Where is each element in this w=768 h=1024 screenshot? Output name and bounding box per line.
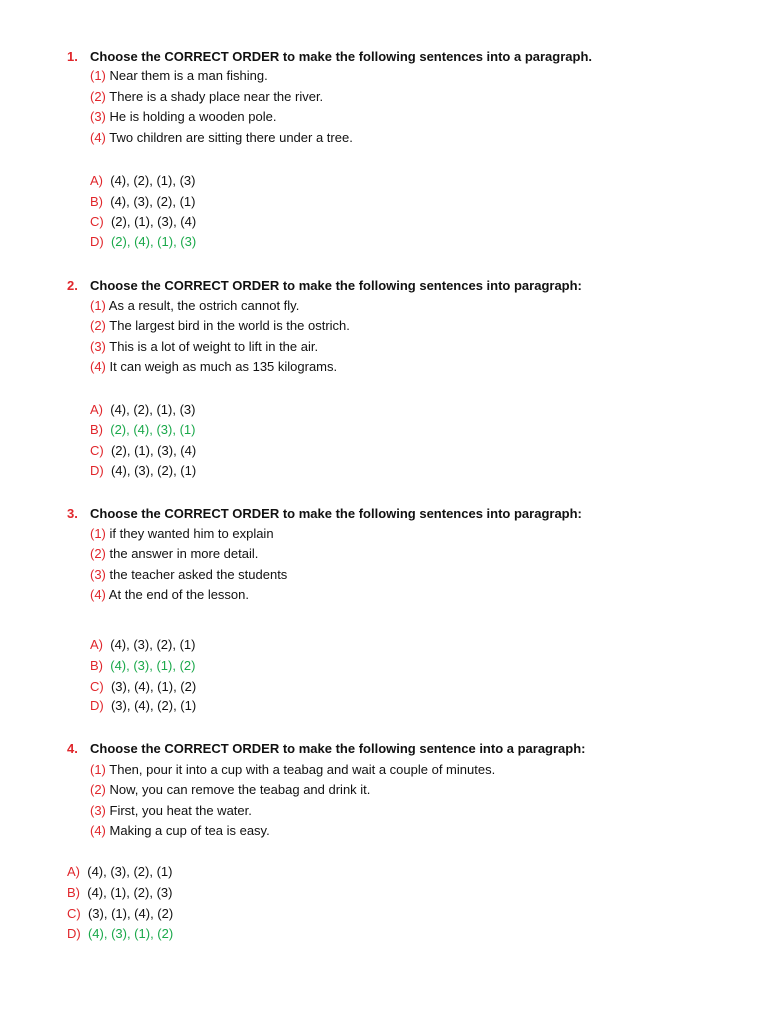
option-b[interactable]: B) (4), (3), (2), (1) bbox=[90, 194, 196, 209]
sentence-3: (3) the teacher asked the students bbox=[90, 567, 288, 582]
question-prompt: Choose the CORRECT ORDER to make the following sentences into paragraph: bbox=[90, 278, 582, 293]
sentence-4: (4) Making a cup of tea is easy. bbox=[90, 823, 270, 838]
option-c[interactable]: C) (3), (1), (4), (2) bbox=[67, 906, 174, 921]
sentence-4: (4) At the end of the lesson. bbox=[90, 587, 250, 602]
option-a[interactable]: A) (4), (3), (2), (1) bbox=[90, 637, 196, 652]
option-b-correct[interactable]: B) (2), (4), (3), (1) bbox=[90, 422, 196, 437]
sentence-3: (3) First, you heat the water. bbox=[90, 803, 252, 818]
sentence-1: (1) if they wanted him to explain bbox=[90, 526, 274, 541]
option-d[interactable]: D) (4), (3), (2), (1) bbox=[90, 463, 197, 478]
sentence-1: (1) Then, pour it into a cup with a teabag and wait a couple of minutes. bbox=[90, 762, 496, 777]
option-c[interactable]: C) (3), (4), (1), (2) bbox=[90, 679, 197, 694]
sentence-1: (1) Near them is a man fishing. bbox=[90, 68, 268, 83]
option-b[interactable]: B) (4), (1), (2), (3) bbox=[67, 885, 173, 900]
option-c[interactable]: C) (2), (1), (3), (4) bbox=[90, 214, 197, 229]
sentence-3: (3) He is holding a wooden pole. bbox=[90, 109, 277, 124]
question-number: 2. bbox=[67, 278, 78, 293]
sentence-4: (4) It can weigh as much as 135 kilograms. bbox=[90, 359, 338, 374]
option-d[interactable]: D) (3), (4), (2), (1) bbox=[90, 698, 197, 713]
option-d-correct[interactable]: D) (4), (3), (1), (2) bbox=[67, 926, 174, 941]
question-number: 1. bbox=[67, 49, 78, 64]
sentence-3: (3) This is a lot of weight to lift in the air. bbox=[90, 339, 319, 354]
question-prompt: Choose the CORRECT ORDER to make the following sentences into a paragraph. bbox=[90, 49, 593, 64]
sentence-2: (2) The largest bird in the world is the ostrich. bbox=[90, 318, 350, 333]
option-b-correct[interactable]: B) (4), (3), (1), (2) bbox=[90, 658, 196, 673]
question-prompt: Choose the CORRECT ORDER to make the following sentences into paragraph: bbox=[90, 506, 582, 521]
option-d-correct[interactable]: D) (2), (4), (1), (3) bbox=[90, 234, 197, 249]
sentence-1: (1) As a result, the ostrich cannot fly. bbox=[90, 298, 300, 313]
question-prompt: Choose the CORRECT ORDER to make the following sentence into a paragraph: bbox=[90, 741, 586, 756]
sentence-2: (2) There is a shady place near the river. bbox=[90, 89, 324, 104]
option-a[interactable]: A) (4), (2), (1), (3) bbox=[90, 402, 196, 417]
sentence-4: (4) Two children are sitting there under a tree. bbox=[90, 130, 353, 145]
sentence-2: (2) Now, you can remove the teabag and drink it. bbox=[90, 782, 371, 797]
question-number: 3. bbox=[67, 506, 78, 521]
option-c[interactable]: C) (2), (1), (3), (4) bbox=[90, 443, 197, 458]
option-a[interactable]: A) (4), (2), (1), (3) bbox=[90, 173, 196, 188]
question-number: 4. bbox=[67, 741, 78, 756]
option-a[interactable]: A) (4), (3), (2), (1) bbox=[67, 864, 173, 879]
sentence-2: (2) the answer in more detail. bbox=[90, 546, 259, 561]
